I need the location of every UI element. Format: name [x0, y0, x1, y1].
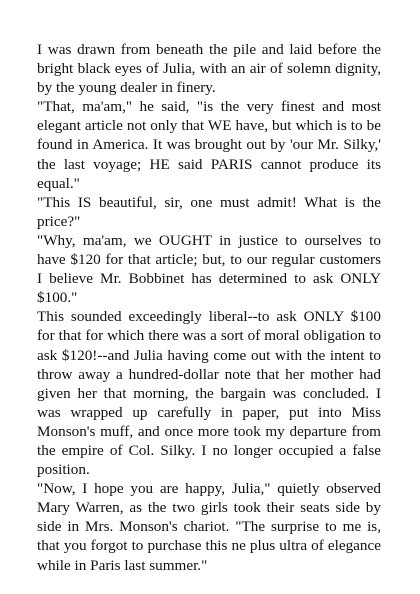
paragraph: "Why, ma'am, we OUGHT in justice to ourselves to have $120 for that article; but, to our regular customers I believe Mr. Bobbinet has determined to ask ONLY $100." — [37, 231, 381, 307]
paragraph: "This IS beautiful, sir, one must admit! What is the price?" — [37, 193, 381, 230]
paragraph: I was drawn from beneath the pile and laid before the bright black eyes of Julia, with an air of solemn dignity, by the young dealer in finery. — [37, 41, 381, 97]
paragraph: This sounded exceedingly liberal--to ask ONLY $100 for that for which there was a sort of moral obligation to ask $120!--and Julia having come out with the intent to throw away a hundred-dollar note that her mother had given her that morning, the bargain was concluded. I was wrapped up carefully in paper, put into Miss Monson's muff, and once more took my departure from the empire of Col. Silky. I no longer occupied a false position. — [37, 308, 381, 479]
paragraph: "Now, I hope you are happy, Julia," quietly observed Mary Warren, as the two girls took their seats side by side in Mrs. Monson's chariot. "The surprise to me is, that you forgot to purchase this ne plus ultra of elegance while in Paris last summer." — [37, 480, 381, 574]
paragraph: "That, ma'am," he said, "is the very finest and most elegant article not only that WE have, but which is to be found in America. It was brought out by 'our Mr. Silky,' the last voyage; HE said PARIS cannot produce its equal." — [37, 98, 381, 192]
document-page — [37, 40, 381, 575]
